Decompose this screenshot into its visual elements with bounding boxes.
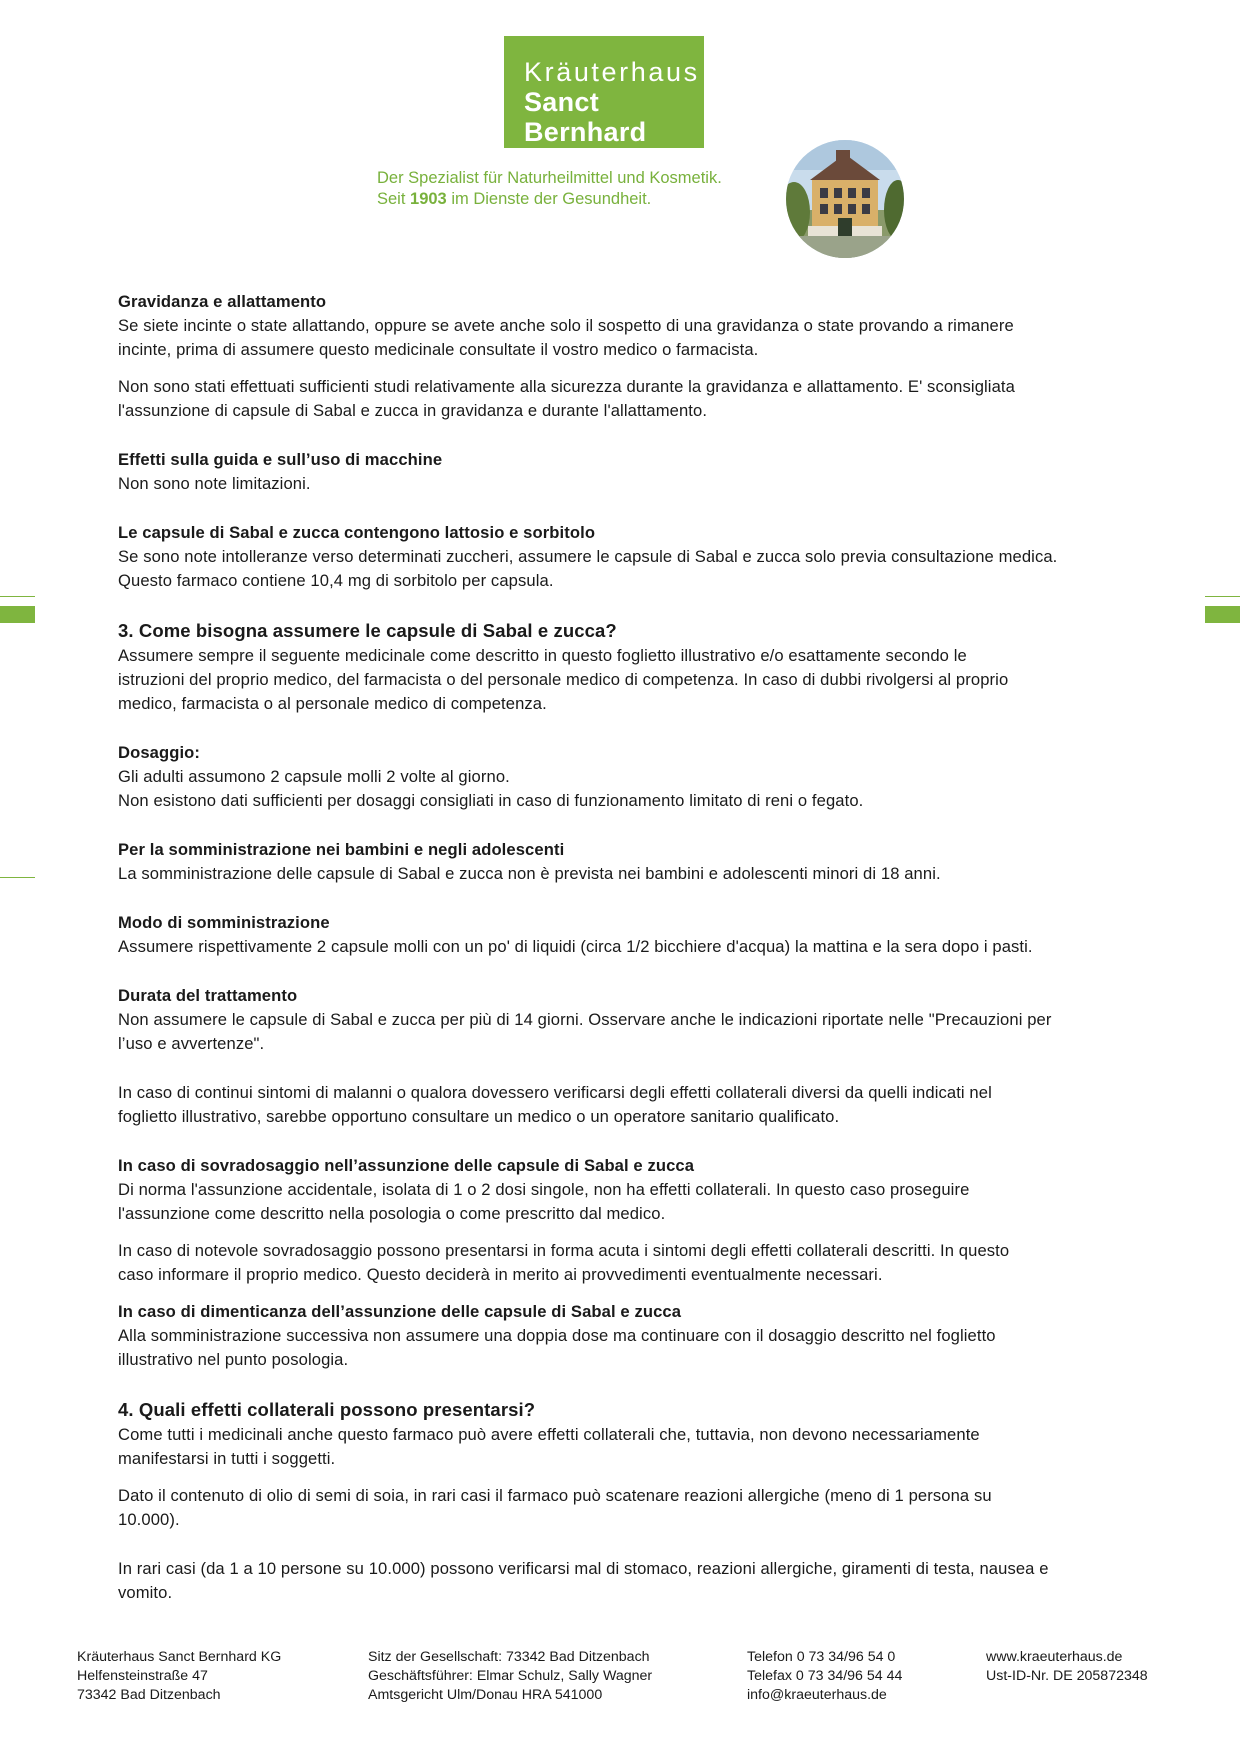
section-title: Effetti sulla guida e sull’uso di macchine [118, 450, 443, 469]
footer-line: Sitz der Gesellschaft: 73342 Bad Ditzenbach [368, 1649, 650, 1665]
footer-contact [747, 1648, 902, 1705]
paragraph-line: manifestarsi in tutti i soggetti. [118, 1449, 336, 1468]
section-title: In caso di sovradosaggio nell’assunzione delle capsule di Sabal e zucca [118, 1156, 695, 1175]
tagline [377, 168, 722, 210]
paragraph-line: Non esistono dati sufficienti per dosaggi consigliati in caso di funzionamento limitato di reni o fegato. [118, 791, 864, 810]
section-title: Le capsule di Sabal e zucca contengono lattosio e sorbitolo [118, 523, 596, 542]
section-children [118, 838, 1128, 886]
fold-bar-right [1205, 606, 1240, 623]
footer-web [986, 1648, 1148, 1686]
section-how-to-take [118, 618, 1128, 716]
section-missed-dose [118, 1300, 1128, 1372]
section-title: Durata del trattamento [118, 986, 298, 1005]
brand-name-line1: Kräuterhaus [524, 57, 700, 87]
section-method [118, 911, 1128, 959]
fold-mark-left-bottom [0, 877, 35, 878]
chapter-heading: 3. Come bisogna assumere le capsule di Sabal e zucca? [118, 620, 617, 641]
brand-name-line2: Sanct Bernhard [524, 87, 647, 147]
footer-email-link[interactable]: info@kraeuterhaus.de [747, 1687, 887, 1703]
footer-company [77, 1648, 281, 1705]
paragraph-line: Come tutti i medicinali anche questo farmaco può avere effetti collaterali che, tuttavia, non devono necessariamente [118, 1425, 980, 1444]
section-side-effects [118, 1397, 1128, 1605]
paragraph-line: Se sono note intolleranze verso determinati zuccheri, assumere le capsule di Sabal e zucca solo previa consultazione medica. [118, 547, 1058, 566]
chapter-heading: 4. Quali effetti collaterali possono presentarsi? [118, 1399, 536, 1420]
paragraph-line: Non sono note limitazioni. [118, 474, 311, 493]
tagline-prefix: Seit [377, 190, 411, 208]
paragraph-line: illustrativo nel punto posologia. [118, 1350, 349, 1369]
building-illustration [786, 140, 904, 258]
paragraph-line: incinte, prima di assumere questo medicinale consultate il vostro medico o farmacista. [118, 340, 759, 359]
paragraph-line: La somministrazione delle capsule di Sabal e zucca non è prevista nei bambini e adolescenti minori di 18 anni. [118, 864, 941, 883]
section-title: Per la somministrazione nei bambini e negli adolescenti [118, 840, 565, 859]
tagline-suffix: im Dienste der Gesundheit. [446, 190, 652, 208]
footer-website-link[interactable]: www.kraeuterhaus.de [986, 1649, 1123, 1665]
paragraph-line: caso informare il proprio medico. Questo deciderà in merito ai provvedimenti eventualmente necessari. [118, 1265, 883, 1284]
paragraph-line: 10.000). [118, 1510, 180, 1529]
footer-line: Kräuterhaus Sanct Bernhard KG [77, 1649, 282, 1665]
paragraph-line: Non sono stati effettuati sufficienti studi relativamente alla sicurezza durante la gravidanza e allattamento. E' sconsigliata [118, 377, 1015, 396]
footer-registration [368, 1648, 652, 1705]
paragraph-line: l'assunzione come descritto nella posologia o come prescritto dal medico. [118, 1204, 666, 1223]
footer-phone: Telefon 0 73 34/96 54 0 [747, 1649, 896, 1665]
paragraph-line: Di norma l'assunzione accidentale, isolata di 1 o 2 dosi singole, non ha effetti collaterali. In questo caso proseguire [118, 1180, 970, 1199]
fold-mark-right-top [1205, 596, 1240, 597]
paragraph-line: l’uso e avvertenze". [118, 1034, 265, 1053]
brand-logo [504, 36, 704, 148]
section-duration [118, 984, 1128, 1129]
leaflet-body [118, 290, 1128, 1605]
fold-bar-left [0, 606, 35, 623]
section-dosage [118, 741, 1128, 813]
paragraph-line: In caso di notevole sovradosaggio possono presentarsi in forma acuta i sintomi degli effetti collaterali descritti. In questo [118, 1241, 1010, 1260]
footer-vat-id: Ust-ID-Nr. DE 205872348 [986, 1668, 1148, 1684]
paragraph-line: vomito. [118, 1583, 173, 1602]
paragraph-line: foglietto illustrativo, sarebbe opportuno consultare un medico o un operatore sanitario qualificato. [118, 1107, 840, 1126]
section-driving [118, 448, 1128, 496]
section-title: Gravidanza e allattamento [118, 292, 327, 311]
building-photo [786, 140, 904, 258]
footer-line: Amtsgericht Ulm/Donau HRA 541000 [368, 1687, 603, 1703]
paragraph-line: In rari casi (da 1 a 10 persone su 10.000) possono verificarsi mal di stomaco, reazioni allergiche, giramenti di testa, nausea e [118, 1559, 1049, 1578]
paragraph-line: Dato il contenuto di olio di semi di soia, in rari casi il farmaco può scatenare reazioni allergiche (meno di 1 persona su [118, 1486, 992, 1505]
section-title: Dosaggio: [118, 743, 201, 762]
tagline-line2 [377, 189, 722, 210]
section-overdose [118, 1154, 1128, 1287]
section-lactose [118, 521, 1128, 593]
fold-mark-left-top [0, 596, 35, 597]
footer-line: 73342 Bad Ditzenbach [77, 1687, 221, 1703]
paragraph-line: Gli adulti assumono 2 capsule molli 2 volte al giorno. [118, 767, 510, 786]
paragraph-line: Questo farmaco contiene 10,4 mg di sorbitolo per capsula. [118, 571, 554, 590]
section-title: Modo di somministrazione [118, 913, 330, 932]
footer-line: Helfensteinstraße 47 [77, 1668, 208, 1684]
paragraph-line: Non assumere le capsule di Sabal e zucca per più di 14 giorni. Osservare anche le indicazioni riportate nelle "Precauzioni per [118, 1010, 1052, 1029]
paragraph-line: Se siete incinte o state allattando, oppure se avete anche solo il sospetto di una gravidanza o state provando a rimanere [118, 316, 1014, 335]
paragraph-line: Alla somministrazione successiva non assumere una doppia dose ma continuare con il dosaggio descritto nel foglietto [118, 1326, 996, 1345]
footer-line: Geschäftsführer: Elmar Schulz, Sally Wagner [368, 1668, 653, 1684]
paragraph-line: medico, farmacista o al personale medico di competenza. [118, 694, 547, 713]
section-title: In caso di dimenticanza dell’assunzione delle capsule di Sabal e zucca [118, 1302, 682, 1321]
section-pregnancy [118, 290, 1128, 423]
paragraph-line: istruzioni del proprio medico, del farmacista o del personale medico di competenza. In caso di dubbi rivolgersi al proprio [118, 670, 1009, 689]
tagline-line1: Der Spezialist für Naturheilmittel und Kosmetik. [377, 169, 722, 187]
paragraph-line: In caso di continui sintomi di malanni o qualora dovessero verificarsi degli effetti collaterali diversi da quelli indicati nel [118, 1083, 992, 1102]
tagline-year: 1903 [410, 190, 447, 208]
paragraph-line: Assumere rispettivamente 2 capsule molli con un po' di liquidi (circa 1/2 bicchiere d'acqua) la mattina e la sera dopo i pasti. [118, 937, 1033, 956]
paragraph-line: l'assunzione di capsule di Sabal e zucca in gravidanza e durante l'allattamento. [118, 401, 708, 420]
footer-fax: Telefax 0 73 34/96 54 44 [747, 1668, 903, 1684]
paragraph-line: Assumere sempre il seguente medicinale come descritto in questo foglietto illustrativo e/o esattamente secondo le [118, 646, 967, 665]
